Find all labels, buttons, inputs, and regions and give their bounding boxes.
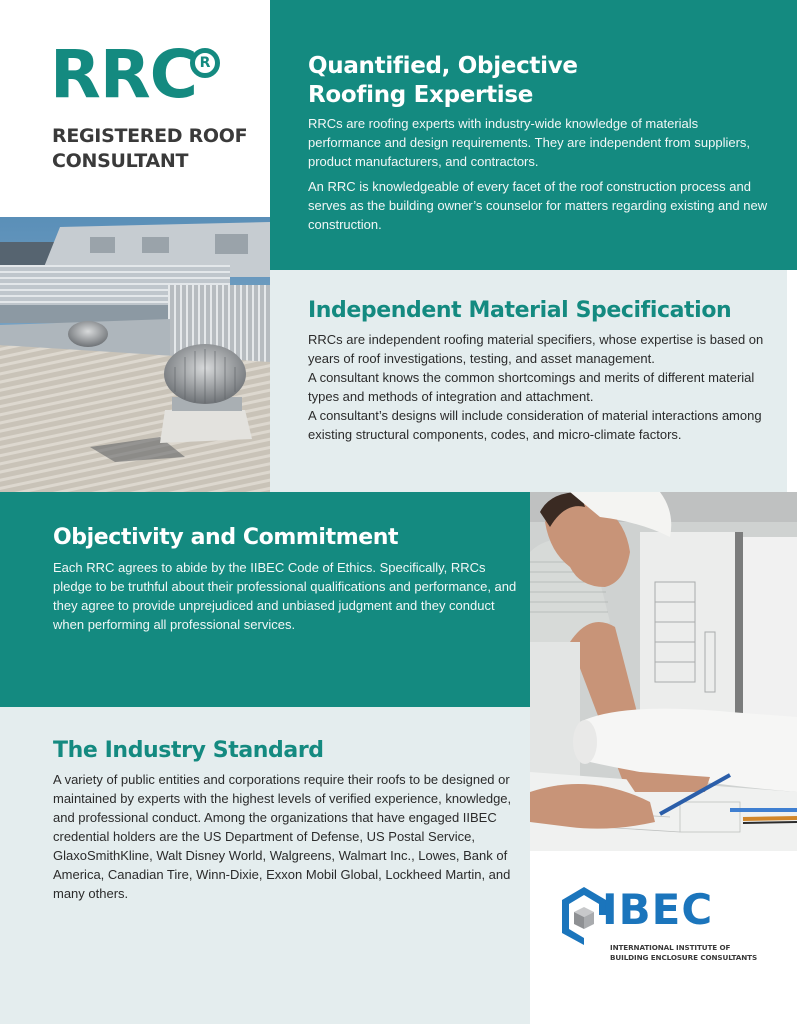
- objectivity-paragraph: Each RRC agrees to abide by the IIBEC Code of Ethics. Specifically, RRCs pledge to be truthful about their professional qualifications and performance, and they agree to provide unprejudiced and unbiased judgment and they conduct when performing all professional services.: [53, 560, 517, 632]
- spec-paragraph-1: RRCs are independent roofing material specifiers, whose expertise is based on years of roof investigations, testing, and asset management.: [308, 332, 764, 366]
- independent-material-section: [270, 270, 787, 492]
- rrc-logo-subtitle: [52, 124, 267, 174]
- roof-photo-illustration: [0, 217, 270, 492]
- quantified-expertise-heading: [308, 52, 578, 110]
- engineer-blueprint-photo: [530, 492, 797, 851]
- quantified-paragraph-1: RRCs are roofing experts with industry-wide knowledge of materials performance and design requirements. They are independent from suppliers, product manufacturers, and contractors.: [308, 116, 751, 169]
- rrc-logo-block: [0, 0, 270, 217]
- registered-trademark-icon: R: [190, 48, 220, 78]
- objectivity-heading: Objectivity and Commitment: [53, 525, 399, 550]
- rrc-subtitle-line1: REGISTERED ROOF: [52, 125, 248, 147]
- objectivity-commitment-section: [0, 492, 530, 707]
- quantified-paragraph-2: An RRC is knowledgeable of every facet of the roof construction process and serves as the building owner’s counselor for matters regarding existing and new construction.: [308, 179, 768, 232]
- ibec-tagline-line1: INTERNATIONAL INSTITUTE OF: [610, 943, 731, 952]
- ibec-logo: [560, 885, 760, 975]
- rrc-subtitle-line2: CONSULTANT: [52, 150, 189, 172]
- independent-material-body: [308, 330, 778, 444]
- heading-line2: Roofing Expertise: [308, 82, 534, 108]
- industry-standard-heading: The Industry Standard: [53, 738, 324, 763]
- ibec-tagline: [610, 943, 770, 963]
- ibec-wordmark: IBEC: [602, 885, 714, 934]
- industry-standard-paragraph: A variety of public entities and corporations require their roofs to be designed or maintained by experts with the highest levels of verified experience, knowledge, and professional conduct. Among the organizations that have engaged IIBEC credential holders are the US Department of Defense, US Postal Service, GlaxoSmithKline, Walt Disney World, Walgreens, Walmart Inc., Lowes, Bank of America, Canadian Tire, Winn-Dixie, Exxon Mobil Global, Lockheed Martin, and many others.: [53, 772, 512, 901]
- quantified-expertise-section: [270, 0, 797, 270]
- engineer-photo-illustration: [530, 492, 797, 851]
- spec-paragraph-3: A consultant’s designs will include consideration of material interactions among existing structural components, codes, and micro-climate factors.: [308, 408, 762, 442]
- ibec-tagline-line2: BUILDING ENCLOSURE CONSULTANTS: [610, 953, 758, 962]
- heading-line1: Quantified, Objective: [308, 53, 578, 79]
- roof-vents-photo: [0, 217, 270, 492]
- rrc-logo-mark: RRC: [50, 36, 198, 113]
- industry-standard-section: [0, 707, 530, 1024]
- independent-material-heading: Independent Material Specification: [308, 298, 732, 323]
- spec-paragraph-2: A consultant knows the common shortcomings and merits of different material types and methods of integration and attachment.: [308, 370, 755, 404]
